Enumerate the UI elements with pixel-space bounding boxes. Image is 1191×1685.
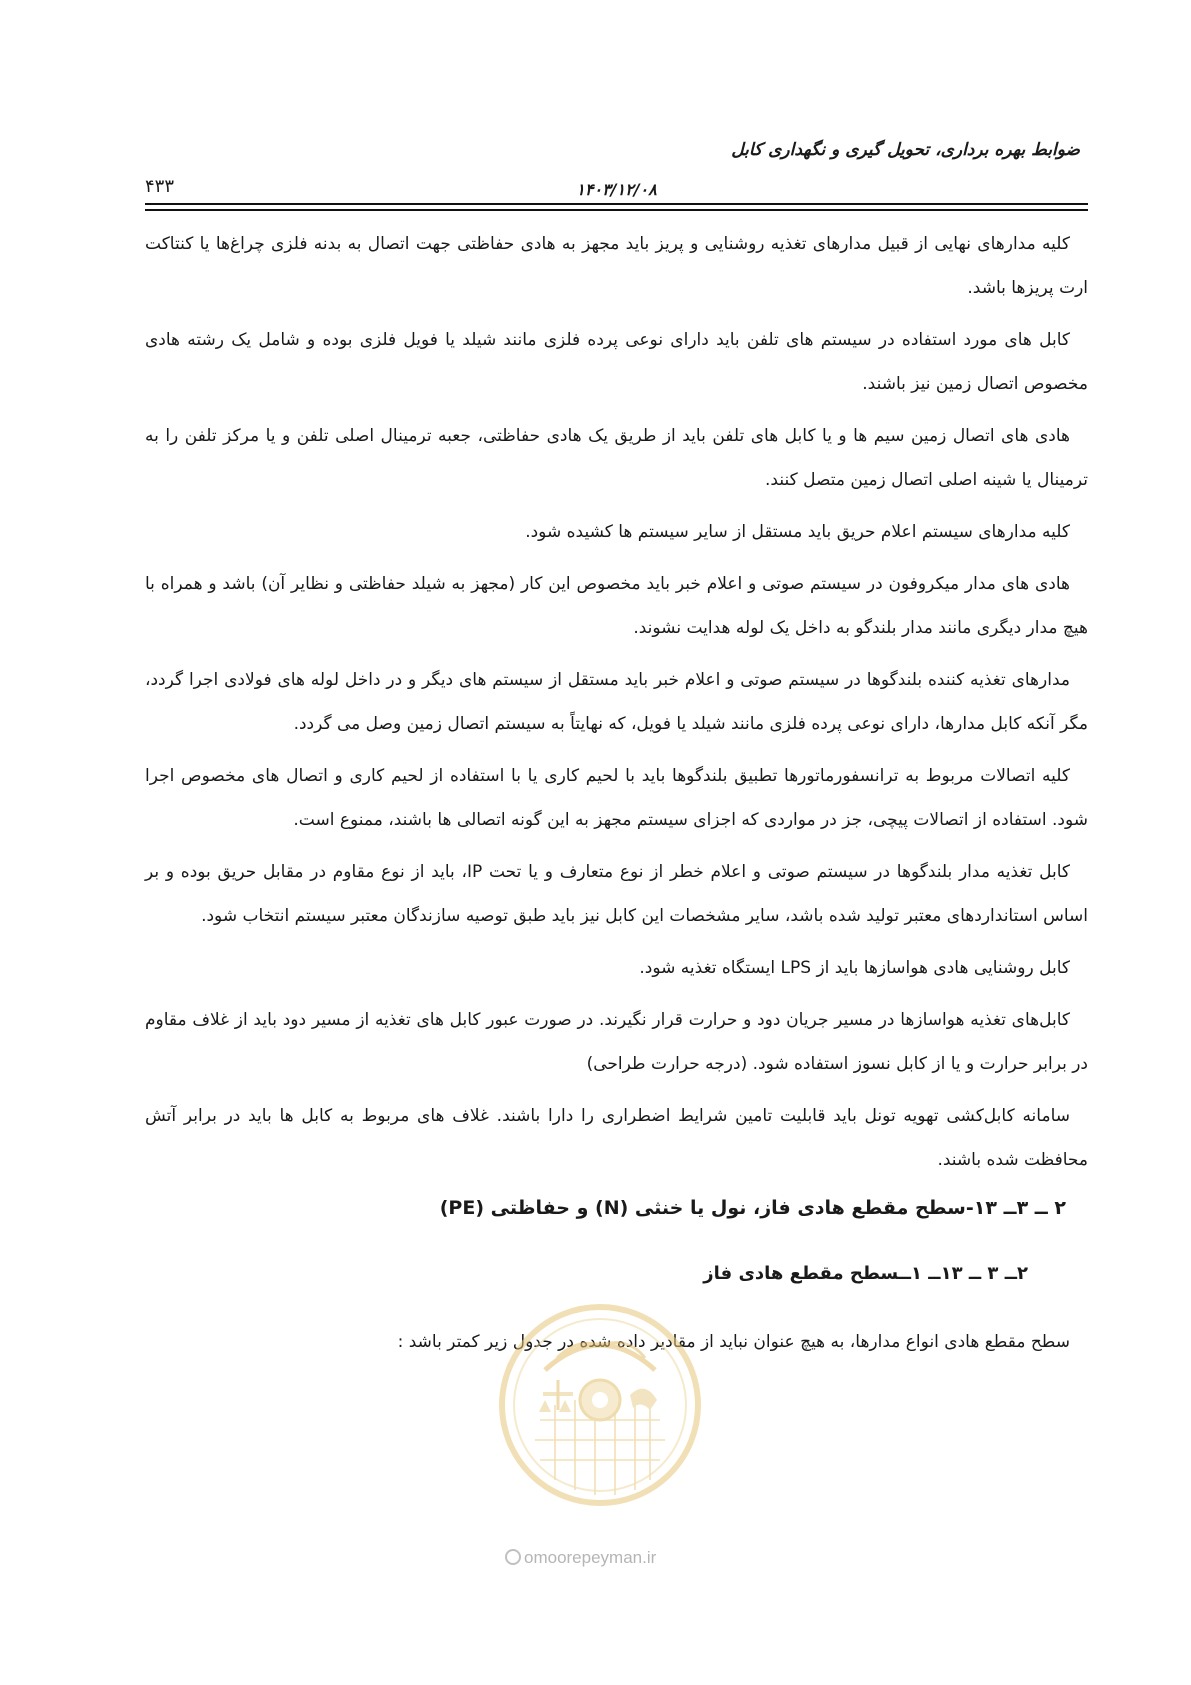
- page-number: ۴۳۳: [145, 176, 175, 197]
- paragraph: هادی های مدار میکروفون در سیستم صوتی و اعلام خبر باید مخصوص این کار (مجهز به شیلد حفاظتی و نظایر آن) باشد و همراه با هیچ مدار دیگری مانند مدار بلندگو به داخل یک لوله هدایت نشوند.: [145, 574, 1088, 638]
- paragraph: کلیه اتصالات مربوط به ترانسفورماتورها تطبیق بلندگوها باید با لحیم کاری یا با استفاده از لحیم کاری و اتصال های مخصوص اجرا شود. استفاده از اتصالات پیچی، جز در مواردی که اجزای سیستم مجهز به این گونه اتصالی ها باشند، ممنوع است.: [145, 766, 1088, 830]
- paragraph: سامانه کابل‌کشی تهویه تونل باید قابلیت تامین شرایط اضطراری را دارا باشند. غلاف های مربوط به کابل ها باید در برابر آتش محافظت شده باشند.: [145, 1106, 1088, 1170]
- paragraph: کابل های مورد استفاده در سیستم های تلفن باید دارای نوعی پرده فلزی مانند شیلد یا فویل فلزی بوده و شامل یک رشته هادی مخصوص اتصال زمین نیز باشند.: [145, 330, 1088, 394]
- paragraph: کلیه مدارهای نهایی از قبیل مدارهای تغذیه روشنایی و پریز باید مجهز به هادی حفاظتی جهت اتصال به بدنه فلزی چراغ‌ها یا کنتاکت ارت پریزها باشد.: [145, 234, 1088, 298]
- closing-paragraph: سطح مقطع هادی انواع مدارها، به هیچ عنوان نباید از مقادیر داده شده در جدول زیر کمتر باشد :: [397, 1332, 1070, 1352]
- document-body: [145, 222, 1088, 1362]
- paragraph: کابل روشنایی هادی هواسازها باید از LPS ایستگاه تغذیه شود.: [639, 958, 1070, 978]
- paragraph: کابل تغذیه مدار بلندگوها در سیستم صوتی و اعلام خطر از نوع متعارف و یا تحت IP، باید از نوع مقاوم در مقابل حریق بوده و بر اساس استانداردهای معتبر تولید شده باشد، سایر مشخصات این کابل نیز باید طبق توصیه سازندگان معتبر سیستم انتخاب شود.: [145, 862, 1088, 926]
- header-divider: [145, 203, 1088, 211]
- section-heading: ۲ ــ ۳ــ ۱۳-سطح مقطع هادی فاز، نول یا خنثی (N) و حفاظتی (PE): [439, 1197, 1066, 1219]
- at-icon: [505, 1549, 521, 1565]
- paragraph: مدارهای تغذیه کننده بلندگوها در سیستم صوتی و اعلام خبر باید مستقل از سیستم های دیگر و در داخل لوله های فولادی اجرا گردد، مگر آنکه کابل مدارها، دارای نوعی پرده فلزی مانند شیلد یا فویل، که نهایتاً به سیستم اتصال زمین وصل می گردد.: [145, 670, 1088, 734]
- running-title: ضوابط بهره برداری، تحویل گیری و نگهداری کابل: [731, 140, 1080, 160]
- subsection-heading: ۲ــ ۳ ــ ۱۳ــ ۱ــسطح مقطع هادی فاز: [703, 1263, 1028, 1284]
- paragraph: هادی های اتصال زمین سیم ها و یا کابل های تلفن باید از طریق یک هادی حفاظتی، جعبه ترمینال اصلی تلفن و یا مرکز تلفن را به ترمینال یا شینه اصلی اتصال زمین متصل کنند.: [145, 426, 1088, 490]
- header-date: ۱۴۰۳/۱۲/۰۸: [576, 180, 657, 199]
- paragraph: کلیه مدارهای سیستم اعلام حریق باید مستقل از سایر سیستم ها کشیده شود.: [525, 522, 1070, 542]
- paragraph: کابل‌های تغذیه هواسازها در مسیر جریان دود و حرارت قرار نگیرند. در صورت عبور کابل های تغذیه از مسیر دود باید از غلاف مقاوم در برابر حرارت و یا از کابل نسوز استفاده شود. (درجه حرارت طراحی): [145, 1010, 1088, 1074]
- watermark-url-text: omoorepeyman.ir: [524, 1548, 657, 1567]
- page-header: [145, 132, 1088, 212]
- watermark-url: [505, 1548, 656, 1568]
